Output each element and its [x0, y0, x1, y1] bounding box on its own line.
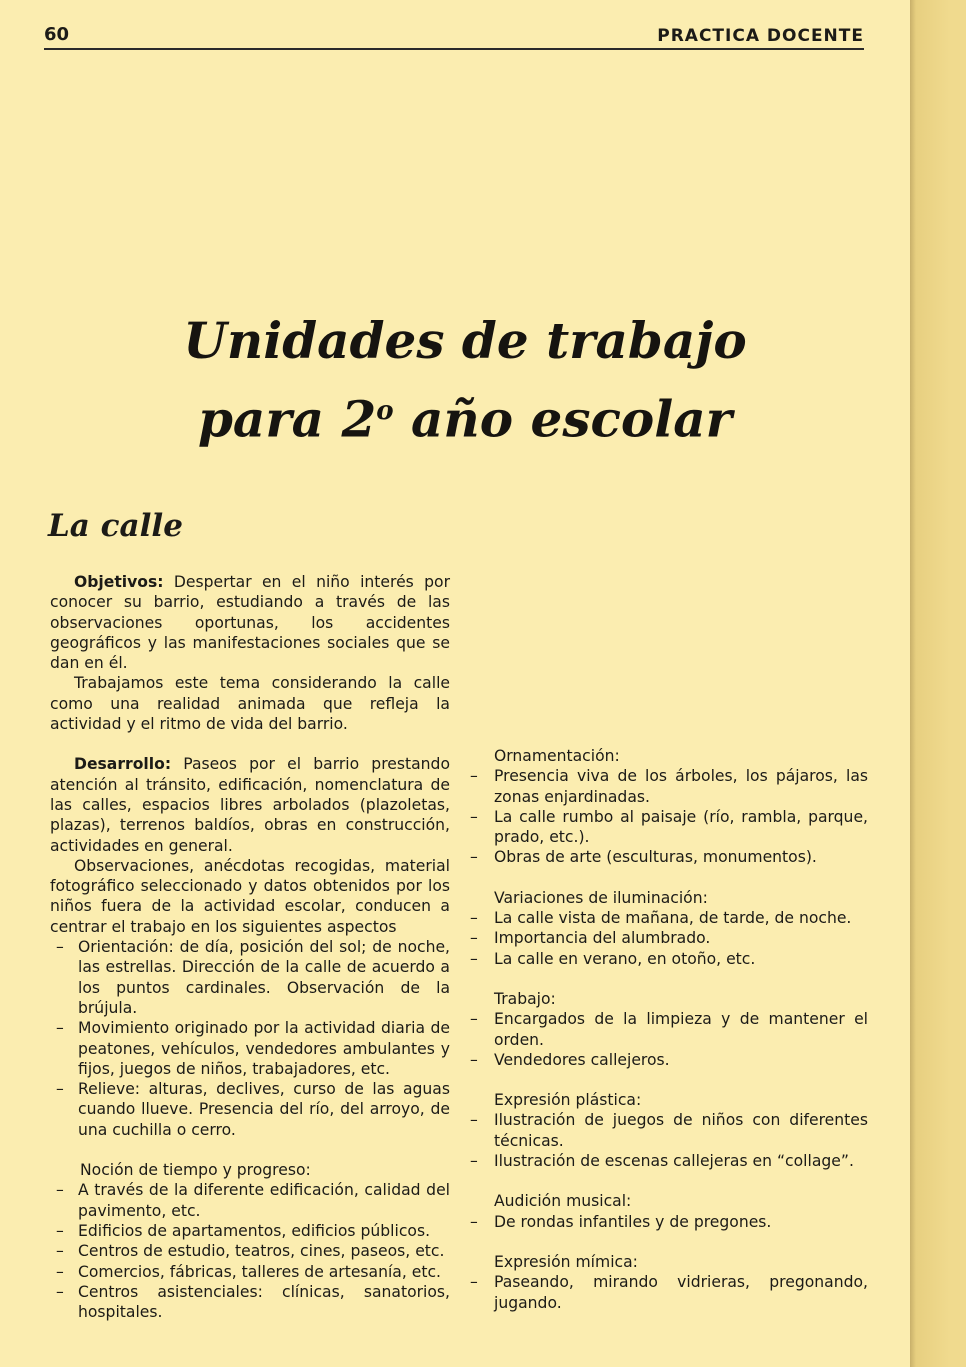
objetivos-paragraph: Objetivos: Despertar en el niño interés por conocer su barrio, estudiando a través de las observaciones oportunas, los accidentes geográficos y las manifestaciones sociales que se dan en él. — [50, 573, 450, 673]
audicion-heading: Audición musical: — [494, 1192, 632, 1211]
trabajo-heading: Trabajo: — [494, 989, 556, 1008]
expresion-plastica-heading: Expresión plástica: — [494, 1091, 642, 1110]
list-item: – Paseando, mirando vidrieras, pregonando, jugando. — [490, 1272, 868, 1313]
objetivos-label: Objetivos: — [74, 573, 164, 591]
list-item: – Edificios de apartamentos, edificios públicos. — [50, 1221, 450, 1241]
list-item: – Ilustración de juegos de niños con diferentes técnicas. — [490, 1110, 868, 1151]
page-number: 60 — [44, 24, 70, 45]
list-item: – Ilustración de escenas callejeras en “collage”. — [490, 1151, 868, 1171]
left-column — [50, 572, 450, 1322]
trabajamos-paragraph: Trabajamos este tema considerando la calle como una realidad animada que refleja la actividad y el ritmo de vida del barrio. — [50, 674, 450, 734]
list-item: – Obras de arte (esculturas, monumentos). — [490, 847, 868, 867]
list-item: – Relieve: alturas, declives, curso de las aguas cuando llueve. Presencia del río, del arroyo, de una cuchilla o cerro. — [50, 1079, 450, 1140]
section-title: La calle — [48, 508, 183, 544]
observaciones-paragraph: Observaciones, anécdotas recogidas, material fotográfico seleccionado y datos obtenidos por los niños fuera de la actividad escolar, conducen a centrar el trabajo en los siguientes aspectos — [50, 856, 450, 936]
list-item: – Encargados de la limpieza y de mantener el orden. — [490, 1009, 868, 1050]
right-column — [490, 746, 868, 1313]
title-line-2: para 2$^o$ año escolar — [197, 389, 733, 449]
list-item: – Presencia viva de los árboles, los pájaros, las zonas enjardinadas. — [490, 766, 868, 807]
list-item: – La calle en verano, en otoño, etc. — [490, 949, 868, 969]
running-head: PRACTICA DOCENTE — [657, 26, 864, 46]
title-line-1: Unidades de trabajo — [183, 311, 747, 370]
page-edge — [910, 0, 966, 1367]
list-item: – Importancia del alumbrado. — [490, 928, 868, 948]
nocion-heading: Noción de tiempo y progreso: — [80, 1161, 311, 1180]
expresion-mimica-heading: Expresión mímica: — [494, 1252, 638, 1271]
desarrollo-paragraph: Desarrollo: Paseos por el barrio prestando atención al tránsito, edificación, nomenclatura de las calles, espacios libres arbolados (plazoletas, plazas), terrenos baldíos, obras en construcción, actividades en general. — [50, 755, 450, 855]
list-item: – Vendedores callejeros. — [490, 1050, 868, 1070]
list-item: – Movimiento originado por la actividad diaria de peatones, vehículos, vendedores ambulantes y fijos, juegos de niños, trabajadores, etc. — [50, 1018, 450, 1079]
page-header — [44, 22, 864, 50]
list-item: – La calle vista de mañana, de tarde, de noche. — [490, 908, 868, 928]
list-item: – La calle rumbo al paisaje (río, rambla, parque, prado, etc.). — [490, 807, 868, 848]
list-item: – Centros de estudio, teatros, cines, paseos, etc. — [50, 1241, 450, 1261]
iluminacion-heading: Variaciones de iluminación: — [494, 888, 708, 907]
list-item: – De rondas infantiles y de pregones. — [490, 1212, 868, 1232]
page-title — [180, 306, 750, 455]
list-item: – A través de la diferente edificación, calidad del pavimento, etc. — [50, 1180, 450, 1221]
list-item: – Orientación: de día, posición del sol; de noche, las estrellas. Dirección de la calle de acuerdo a los puntos cardinales. Observación de la brújula. — [50, 937, 450, 1018]
ornamentacion-heading: Ornamentación: — [494, 747, 620, 765]
list-item: – Centros asistenciales: clínicas, sanatorios, hospitales. — [50, 1282, 450, 1323]
desarrollo-label: Desarrollo: — [74, 755, 172, 774]
list-item: – Comercios, fábricas, talleres de artesanía, etc. — [50, 1262, 450, 1282]
